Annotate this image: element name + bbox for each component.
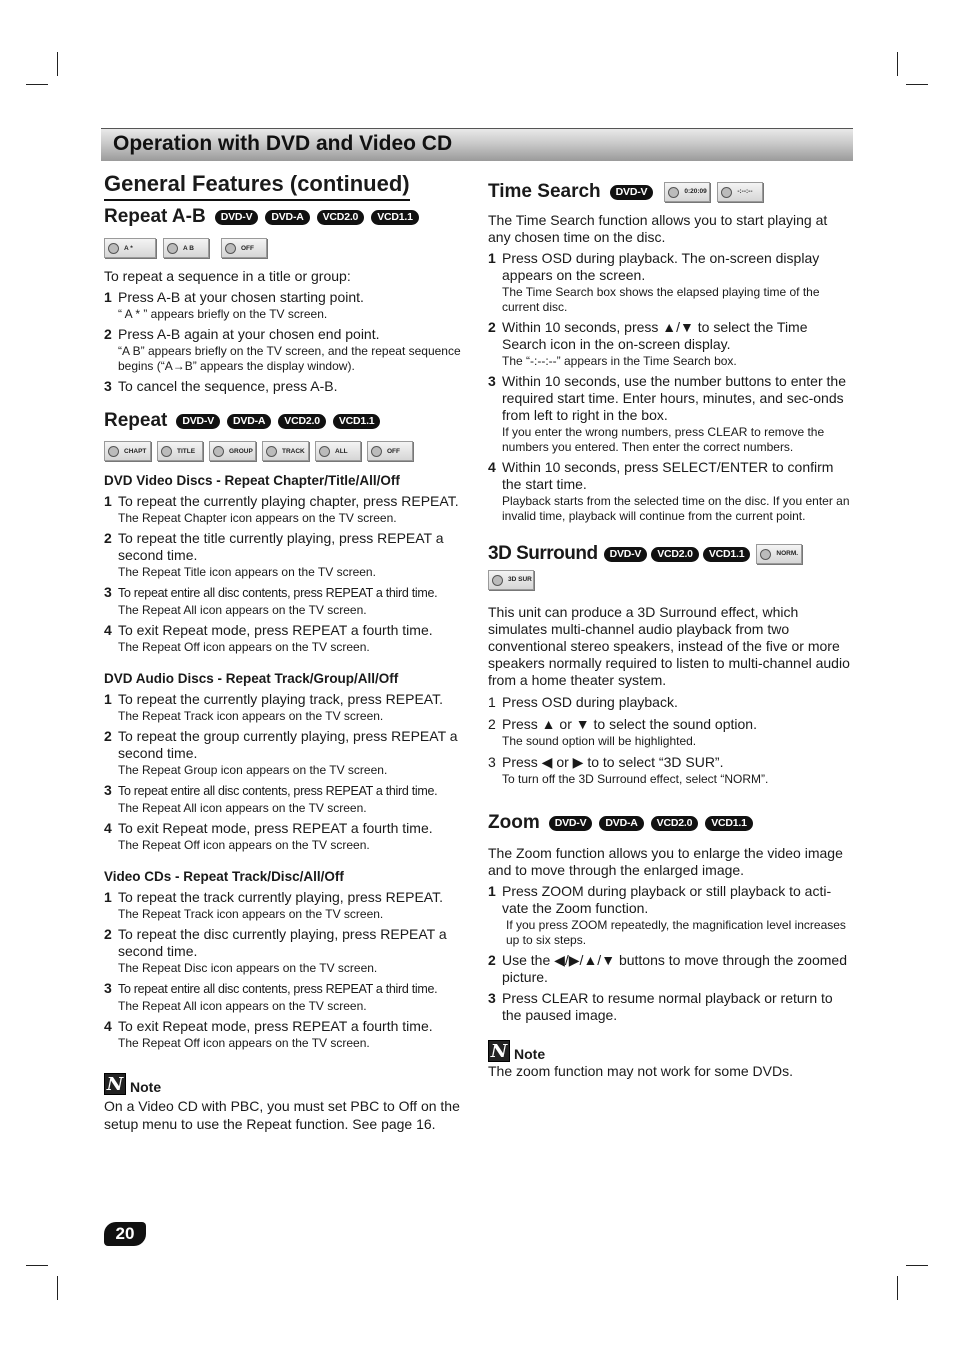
dvd-video-heading: DVD Video Discs - Repeat Chapter/Title/All/Off [104,473,400,488]
osd-icon: CHAPT [104,441,151,461]
repeat-icon [167,243,178,254]
list-item: 3 To repeat entire all disc contents, press REPEAT a third time. The Repeat All icon appears on the TV screen. [104,980,438,1013]
osd-icon: NORM. [756,544,802,564]
disc-badge: DVD-V [610,185,654,200]
repeat-icon [213,446,224,457]
disc-badge: DVD-V [549,816,593,831]
note-heading [104,1073,464,1095]
vcd-heading: Video CDs - Repeat Track/Disc/All/Off [104,869,344,884]
osd-icon: A * [104,238,156,258]
list-item: 2 To repeat the title currently playing, press REPEAT a second time. The Repeat Title icon appears on the TV screen. [104,530,444,579]
list-item: 1 Press OSD during playback. The on-screen display appears on the screen. The Time Search box shows the elapsed playing time of the current disc. [488,250,820,314]
time-search-intro: The Time Search function allows you to start playing at any chosen time on the disc. [488,212,828,245]
disc-badge: VCD1.1 [333,414,381,429]
section-title: General Features (continued) [104,170,410,201]
list-item: 3 To repeat entire all disc contents, press REPEAT a third time. The Repeat All icon appears on the TV screen. [104,782,438,815]
disc-badge: DVD-V [215,210,259,225]
right-column [488,180,852,1080]
left-column [104,170,464,1133]
disc-badge: VCD2.0 [651,547,699,562]
repeat-title: Repeat [104,410,168,431]
list-item: 1 To repeat the currently playing track, press REPEAT. The Repeat Track icon appears on the TV screen. [104,691,443,723]
repeat-ab-title: Repeat A-B [104,206,206,227]
speaker-icon [760,549,771,560]
list-item: 3 Press CLEAR to resume normal playback or return to the paused image. [488,990,833,1023]
list-item: 3 To repeat entire all disc contents, press REPEAT a third time. The Repeat All icon appears on the TV screen. [104,584,438,617]
osd-icon: 3D SUR [488,570,534,590]
repeat-icon [108,243,119,254]
list-item: 1 Press A-B at your chosen starting point. “ A * ” appears briefly on the TV screen. [104,289,364,321]
disc-badge: VCD1.1 [703,547,751,562]
osd-icon: GROUP [209,441,256,461]
note-icon: N [104,1073,126,1095]
repeat-icon [371,446,382,457]
list-item: 4 To exit Repeat mode, press REPEAT a fourth time. The Repeat Off icon appears on the TV screen. [104,820,433,852]
crop-mark [57,1276,58,1300]
list-item: 2 To repeat the group currently playing, press REPEAT a second time. The Repeat Group icon appears on the TV screen. [104,728,458,777]
dvd-audio-heading: DVD Audio Discs - Repeat Track/Group/All/Off [104,671,399,686]
repeat-ab-heading [104,205,464,229]
disc-badge: VCD1.1 [705,816,753,831]
list-item: 3 Within 10 seconds, use the number buttons to enter the required start time. Enter hours, minutes, and sec-onds from left to right in the box. If you enter the wrong numbers, press CLEAR to remove the numbers you entered. Then enter the correct numbers. [488,373,846,454]
crop-mark [57,52,58,76]
disc-badge: VCD2.0 [278,414,326,429]
list-item: 3 Press ◀ or ▶ to to select “3D SUR”. To turn off the 3D Surround effect, select “NORM”. [488,754,769,786]
osd-icon: 0:20:09 [664,182,710,202]
disc-badge: VCD2.0 [317,210,365,225]
zoom-intro: The Zoom function allows you to enlarge the video image and to move through the enlarged image. [488,845,843,878]
crop-mark [906,84,928,85]
osd-icon: TITLE [157,441,203,461]
chapter-header-bar [101,128,853,161]
crop-mark [906,1265,928,1266]
osd-icon: ALL [315,441,361,461]
disc-badge: DVD-A [227,414,271,429]
note-heading [488,1040,852,1062]
repeat-icon [108,446,119,457]
list-item: 2 Use the ◀/▶/▲/▼ buttons to move through the zoomed picture. [488,952,847,985]
disc-badge: DVD-A [599,816,643,831]
repeat-ab-osd-icons [104,238,464,258]
time-search-title: Time Search [488,181,601,202]
osd-icon: TRACK [262,441,309,461]
list-item: 2 Press ▲ or ▼ to select the sound option. The sound option will be highlighted. [488,716,757,748]
repeat-icon [225,243,236,254]
page-number: 20 [104,1222,146,1246]
list-item: 1 Press OSD during playback. [488,694,678,710]
zoom-heading [488,811,852,835]
surround-title: 3D Surround [488,543,598,564]
speaker-icon [492,575,503,586]
list-item: 1 Press ZOOM during playback or still playback to acti-vate the Zoom function. If you press ZOOM repeatedly, the magnification level increases up to six steps. [488,883,846,947]
list-item: 1 To repeat the track currently playing, press REPEAT. The Repeat Track icon appears on the TV screen. [104,889,443,921]
list-item: 4 To exit Repeat mode, press REPEAT a fourth time. The Repeat Off icon appears on the TV screen. [104,622,433,654]
repeat-icon [161,446,172,457]
crop-mark [26,1265,48,1266]
list-item: 4 Within 10 seconds, press SELECT/ENTER to confirm the start time. Playback starts from the selected time on the disc. If you enter an invalid time, playback will continue from the current point. [488,459,850,523]
note-text: On a Video CD with PBC, you must set PBC to Off on the setup menu to use the Repeat function. See page 16. [104,1098,460,1132]
list-item: 4 To exit Repeat mode, press REPEAT a fourth time. The Repeat Off icon appears on the TV screen. [104,1018,433,1050]
clock-icon [668,187,679,198]
list-item: 3 To cancel the sequence, press A-B. [104,378,338,394]
disc-badge: DVD-V [176,414,220,429]
osd-icon: -:--:-- [717,182,763,202]
surround-intro: This unit can produce a 3D Surround effect, which simulates multi-channel audio playback from two conventional stereo speakers, instead of the five or more speakers normally required to listen to multi-channel audio from a home theater system. [488,604,850,688]
crop-mark [26,84,48,85]
repeat-icon [319,446,330,457]
disc-badge: VCD1.1 [371,210,419,225]
note-icon: N [488,1040,510,1062]
chapter-title: Operation with DVD and Video CD [113,132,453,155]
disc-badge: VCD2.0 [651,816,699,831]
osd-icon: OFF [221,238,267,258]
zoom-title: Zoom [488,812,540,833]
list-item: 1 To repeat the currently playing chapter, press REPEAT. The Repeat Chapter icon appears on the TV screen. [104,493,459,525]
repeat-icon [266,446,277,457]
disc-badge: DVD-V [604,547,648,562]
repeat-osd-icons [104,441,464,461]
list-item: 2 To repeat the disc currently playing, press REPEAT a second time. The Repeat Disc icon appears on the TV screen. [104,926,447,975]
crop-mark [897,1276,898,1300]
clock-icon [721,187,732,198]
disc-badge: DVD-A [265,210,309,225]
repeat-ab-intro: To repeat a sequence in a title or group: [104,268,351,284]
note-label: Note [130,1079,162,1095]
note-label: Note [514,1046,546,1062]
time-search-heading [488,180,852,204]
list-item: 2 Within 10 seconds, press ▲/▼ to select the Time Search icon in the on-screen display. The “-:--:--” appears in the Time Search box. [488,319,808,368]
note-text: The zoom function may not work for some DVDs. [488,1063,793,1079]
osd-icon: A B [163,238,209,258]
surround-heading [488,542,852,590]
repeat-heading [104,409,464,433]
crop-mark [897,52,898,76]
osd-icon: OFF [367,441,413,461]
list-item: 2 Press A-B again at your chosen end point. “A B” appears briefly on the TV screen, and the repeat sequence begins (“A→B” appears the display window). [104,326,461,373]
